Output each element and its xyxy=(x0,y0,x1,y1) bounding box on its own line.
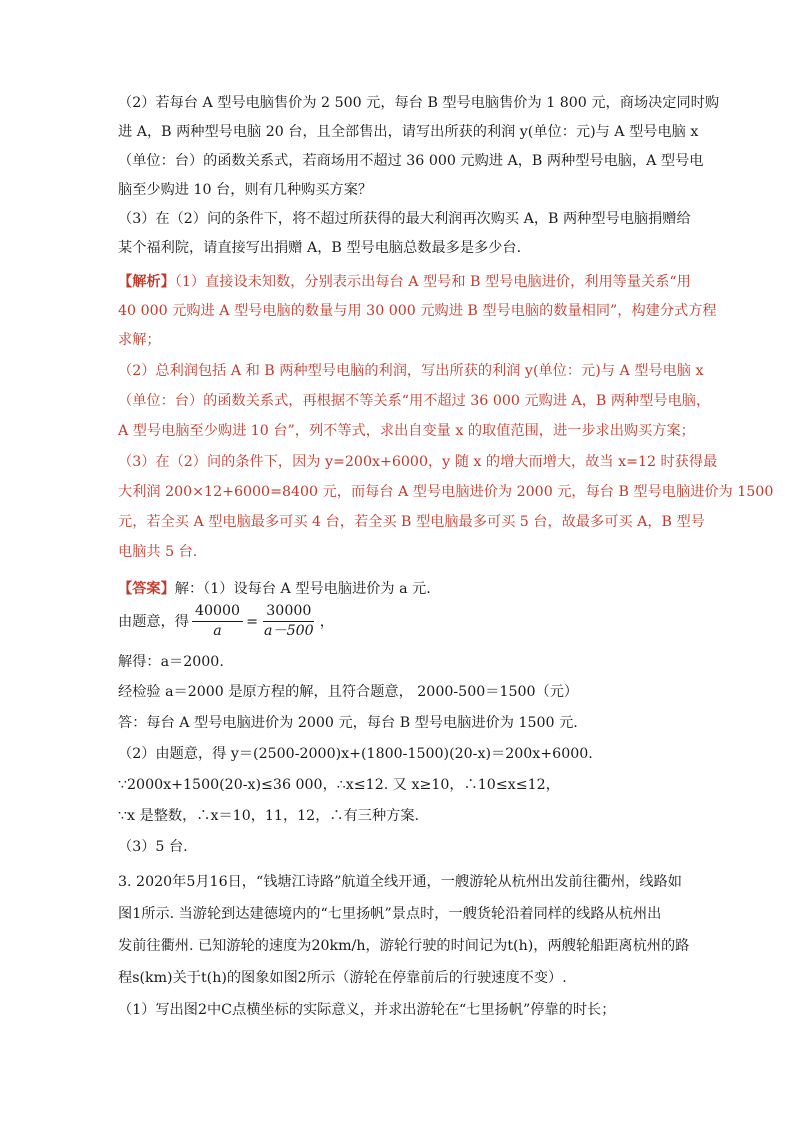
problem-line: （单位：台）的函数关系式，若商场用不超过 36 000 元购进 A，B 两种型号电脑，A 型号电 xyxy=(118,153,704,169)
analysis-line: 求解； xyxy=(118,332,161,348)
analysis-tag: 【解析】 xyxy=(118,274,175,290)
problem-line: 某个福利院，请直接写出捐赠 A，B 型号电脑总数最多是多少台. xyxy=(118,240,522,256)
answer-line: ∵x 是整数，∴x＝10，11，12，∴有三种方案. xyxy=(118,808,420,824)
answer-line: （3）5 台. xyxy=(118,839,188,855)
equation-line: 由题意，得 $\frac{40000}{a}$ = $\frac{30000}{a-500}$ ， xyxy=(118,603,334,639)
problem3-line: （1）写出图2中C点横坐标的实际意义，并求出游轮在“七里扬帆”停靠的时长； xyxy=(118,1002,616,1018)
analysis-line: A 型号电脑至少购进 10 台”，列不等式，求出自变量 x 的取值范围，进一步求出购买方案； xyxy=(118,423,695,439)
analysis-line: 【解析】（1）直接设未知数，分别表示出每台 A 型号和 B 型号电脑进价，利用等量关系“用 xyxy=(118,274,691,290)
analysis-line: 元，若全买 A 型电脑最多可买 4 台，若全买 B 型电脑最多可买 5 台，故最多可买 A，B 型号 xyxy=(118,514,705,530)
analysis-line: 大利润 200×12+6000=8400 元，而每台 A 型号电脑进价为 2000 元，每台 B 型号电脑进价为 1500 xyxy=(118,484,774,500)
fraction-left: $\frac{40000}{a}$ xyxy=(192,602,243,641)
problem-line: 脑至少购进 10 台，则有几种购买方案？ xyxy=(118,182,373,198)
fraction-right: $\frac{30000}{a-500}$ xyxy=(263,603,314,639)
problem3-line: 发前往衢州. 已知游轮的速度为20km/h，游轮行驶的时间记为t(h)，两艘轮船距离杭州的路 xyxy=(118,938,690,954)
problem-line: （3）在（2）问的条件下，将不超过所获得的最大利润再次购买 A，B 两种型号电脑捐赠给 xyxy=(118,211,691,227)
answer-line: ∵2000x+1500(20-x)≤36 000，∴x≤12. 又 x≥10，∴10≤x≤12， xyxy=(118,777,560,793)
analysis-line: （3）在（2）问的条件下，因为 y=200x+6000，y 随 x 的增大而增大，故当 x=12 时获得最 xyxy=(118,454,718,470)
problem-line: 进 A，B 两种型号电脑 20 台，且全部售出，请写出所获的利润 y(单位：元)与 A 型号电脑 x xyxy=(118,124,699,140)
answer-line: 经检验 a＝2000 是原方程的解，且符合题意， 2000-500＝1500（元） xyxy=(118,684,579,700)
problem-line: （2）若每台 A 型号电脑售价为 2 500 元，每台 B 型号电脑售价为 1 800 元，商场决定同时购 xyxy=(118,95,720,111)
problem3-line: 图1所示. 当游轮到达建德境内的“七里扬帆”景点时，一艘货轮沿着同样的线路从杭州出 xyxy=(118,906,662,922)
analysis-line: 40 000 元购进 A 型号电脑的数量与用 30 000 元购进 B 型号电脑的数量相同”，构建分式方程 xyxy=(118,303,717,319)
answer-line: （2）由题意，得 y＝(2500-2000)x+(1800-1500)(20-x)＝200x+6000. xyxy=(118,746,593,762)
analysis-line: （单位：台）的函数关系式，再根据不等关系“用不超过 36 000 元购进 A，B 两种型号电脑， xyxy=(118,393,711,409)
analysis-line: （2）总利润包括 A 和 B 两种型号电脑的利润，写出所获的利润 y(单位：元)与 A 型号电脑 x xyxy=(118,363,704,379)
answer-tag: 【答案】 xyxy=(118,581,175,597)
answer-line: 【答案】解：（1）设每台 A 型号电脑进价为 a 元. xyxy=(118,581,431,597)
answer-line: 解得：a＝2000. xyxy=(118,654,224,670)
problem3-line: 3. 2020年5月16日，“钱塘江诗路”航道全线开通，一艘游轮从杭州出发前往衢州，线路如 xyxy=(118,874,682,890)
problem3-line: 程s(km)关于t(h)的图象如图2所示（游轮在停靠前后的行驶速度不变）. xyxy=(118,970,567,986)
analysis-line: 电脑共 5 台. xyxy=(118,544,198,560)
answer-line: 答：每台 A 型号电脑进价为 2000 元，每台 B 型号电脑进价为 1500 元. xyxy=(118,715,578,731)
